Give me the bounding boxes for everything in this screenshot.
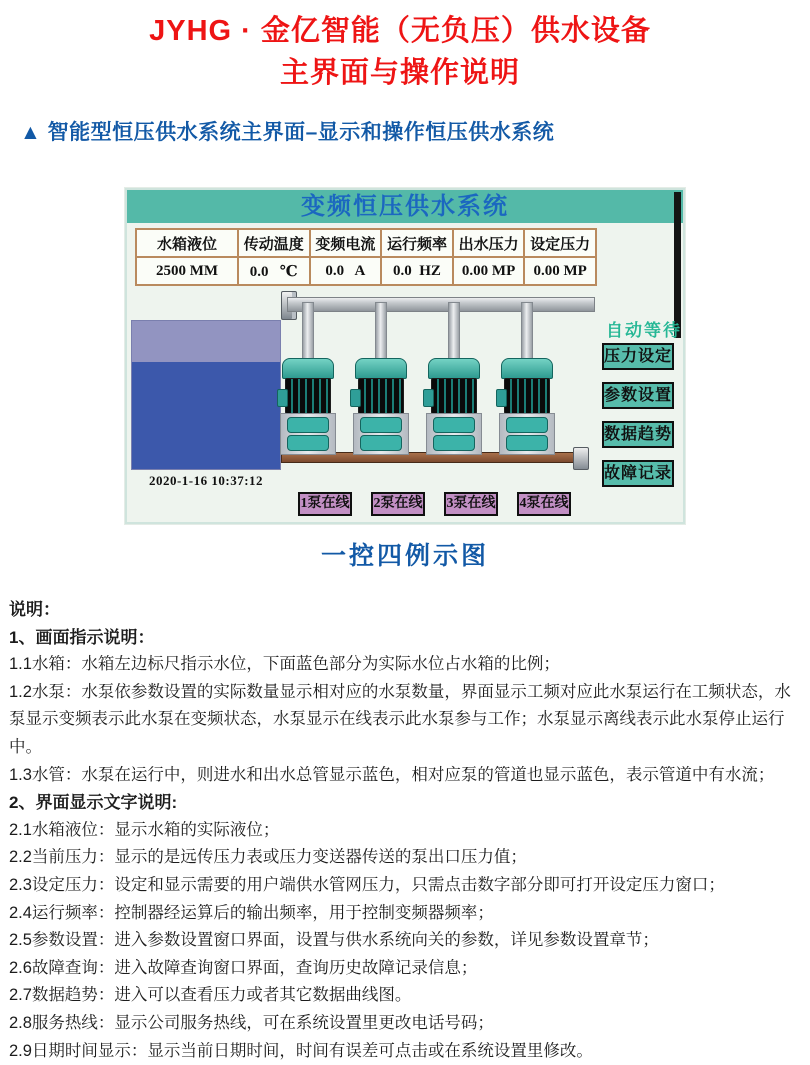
table-value-5[interactable]: 0.00 MP: [453, 257, 525, 285]
hmi-header-bar: [127, 190, 683, 223]
note-line: 2.2当前压力：显示的是远传压力表或压力变送器传送的泵出口压力值；: [9, 844, 791, 872]
hmi-title: 变频恒压供水系统: [301, 194, 509, 220]
figure-caption: 一控四例示图: [0, 536, 810, 572]
pump-1-status-button[interactable]: 1泵在线: [298, 492, 352, 516]
table-value-2[interactable]: 0.0 ℃: [238, 257, 310, 285]
note-line: 2.5参数设置：进入参数设置窗口界面，设置与供水系统向关的参数，详见参数设置章节；: [9, 927, 791, 955]
fault-record-button[interactable]: 故障记录: [602, 460, 674, 487]
table-header-4: 运行频率: [381, 229, 453, 257]
note-line: 1.2水泵：水泵依参数设置的实际数量显示相对应的水泵数量，界面显示工频对应此水泵运行在工频状态，水泵显示变频表示此水泵在变频状态，水泵显示在线表示此水泵参与工作；水泵显示离线表示此水泵停止运行中。: [9, 679, 791, 762]
pump-riser-pipe: [448, 302, 460, 364]
pump-3-status-button[interactable]: 3泵在线: [444, 492, 498, 516]
note-line: 2.7数据趋势：进入可以查看压力或者其它数据曲线图。: [9, 982, 791, 1010]
table-header-6: 设定压力: [524, 229, 596, 257]
notes-heading: 说明：: [9, 596, 791, 624]
note-line: 2.8服务热线：显示公司服务热线，可在系统设置里更改电话号码；: [9, 1010, 791, 1038]
water-tank: [131, 320, 281, 470]
pump-3: [426, 298, 482, 463]
suction-pipe-flange-icon: [573, 447, 589, 470]
note-line: 2.9日期时间显示：显示当前日期时间，时间有误差可点击或在系统设置里修改。: [9, 1038, 791, 1065]
hmi-menu: [602, 343, 674, 487]
note-line: 1.1水箱：水箱左边标尺指示水位，下面蓝色部分为实际水位占水箱的比例；: [9, 651, 791, 679]
hmi-screenshot: [127, 190, 683, 522]
tank-air-space: [132, 321, 280, 362]
pump-head-icon: [282, 358, 334, 379]
note-line: 2.1水箱液位：显示水箱的实际液位；: [9, 817, 791, 845]
pump-motor-icon: [285, 378, 331, 414]
pump-stage-icon: [433, 435, 475, 451]
pump-base: [353, 413, 409, 455]
pump-head-icon: [501, 358, 553, 379]
table-header-5: 出水压力: [453, 229, 525, 257]
pump-1: [280, 298, 336, 463]
pump-base: [499, 413, 555, 455]
note-line: 2.3设定压力：设定和显示需要的用户端供水管网压力，只需点击数字部分即可打开设定压力窗口；: [9, 872, 791, 900]
pump-stage-icon: [506, 435, 548, 451]
pump-4-status-button[interactable]: 4泵在线: [517, 492, 571, 516]
pressure-setting-button[interactable]: 压力设定: [602, 343, 674, 370]
pump-motor-icon: [358, 378, 404, 414]
tank-water-level: [132, 362, 280, 469]
data-trend-button[interactable]: 数据趋势: [602, 421, 674, 448]
hmi-data-table: [135, 228, 597, 286]
table-header-1: 水箱液位: [136, 229, 238, 257]
hmi-table-value-row: [136, 257, 596, 285]
table-value-6[interactable]: 0.00 MP: [524, 257, 596, 285]
notes-heading: 2、界面显示文字说明:: [9, 789, 791, 817]
table-header-2: 传动温度: [238, 229, 310, 257]
section-heading: ▲ 智能型恒压供水系统主界面–显示和操作恒压供水系统: [20, 116, 554, 146]
pump-base: [280, 413, 336, 455]
pump-riser-pipe: [375, 302, 387, 364]
pump-motor-icon: [504, 378, 550, 414]
pump-stage-icon: [433, 417, 475, 433]
pump-status-row: [298, 492, 571, 516]
pump-motor-icon: [431, 378, 477, 414]
parameter-setting-button[interactable]: 参数设置: [602, 382, 674, 409]
hmi-table-header-row: [136, 229, 596, 257]
table-header-3: 变频电流: [310, 229, 382, 257]
table-value-1[interactable]: 2500 MM: [136, 257, 238, 285]
pump-stage-icon: [360, 435, 402, 451]
notes-heading: 1、画面指示说明：: [9, 624, 791, 652]
datetime-display[interactable]: 2020-1-16 10:37:12: [131, 473, 281, 489]
table-value-3[interactable]: 0.0 A: [310, 257, 382, 285]
pump-stage-icon: [287, 435, 329, 451]
pump-2-status-button[interactable]: 2泵在线: [371, 492, 425, 516]
pump-base: [426, 413, 482, 455]
run-status-text: 自动等待: [606, 316, 682, 341]
pump-riser-pipe: [302, 302, 314, 364]
table-value-4[interactable]: 0.0 HZ: [381, 257, 453, 285]
pump-stage-icon: [287, 417, 329, 433]
notes-section: [9, 596, 791, 1065]
pump-riser-pipe: [521, 302, 533, 364]
pump-stage-icon: [360, 417, 402, 433]
pump-stage-icon: [506, 417, 548, 433]
pump-head-icon: [355, 358, 407, 379]
doc-title-line2: 主界面与操作说明: [0, 50, 800, 91]
pump-head-icon: [428, 358, 480, 379]
pump-4: [499, 298, 555, 463]
note-line: 2.6故障查询：进入故障查询窗口界面，查询历史故障记录信息；: [9, 955, 791, 983]
pump-2: [353, 298, 409, 463]
note-line: 2.4运行频率：控制器经运算后的输出频率，用于控制变频器频率；: [9, 900, 791, 928]
doc-title-line1: JYHG · 金亿智能（无负压）供水设备: [0, 8, 800, 49]
note-line: 1.3水管：水泵在运行中，则进水和出水总管显示蓝色，相对应泵的管道也显示蓝色，表示管道中有水流；: [9, 762, 791, 790]
